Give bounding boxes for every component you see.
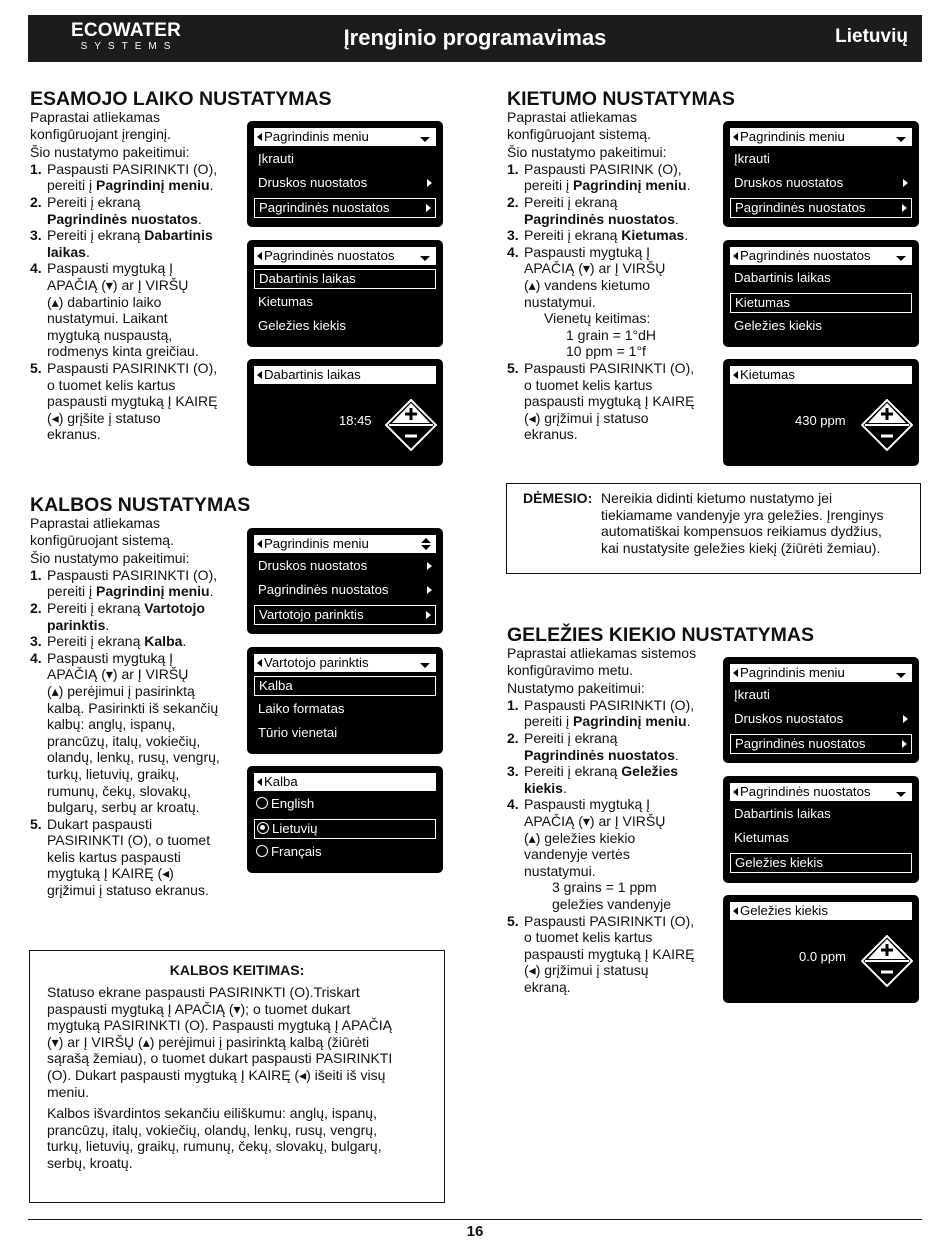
left-arrow-icon <box>257 540 262 548</box>
page-number: 16 <box>466 1223 484 1240</box>
notice-text: Nereikia didinti kietumo nustatymo jei tiekiamame vandenyje yra geležies. Įrenginys automatiškai kompensuos reikiamus dydžius, kai nustatysite geležies kiekį (žiūrėti žemiau). <box>601 490 884 556</box>
menu-item-selected: Geležies kiekis <box>730 853 912 873</box>
left-arrow-icon <box>733 371 738 379</box>
down-arrow-icon <box>896 792 906 797</box>
left-arrow-icon <box>733 133 738 141</box>
menu-item-selected: Kietumas <box>730 293 912 313</box>
menu-item: Tūrio vienetai <box>258 725 338 740</box>
menu-item: Druskos nuostatos <box>254 557 436 577</box>
down-arrow-icon <box>420 663 430 668</box>
screen-header: Pagrindinis meniu <box>730 128 912 146</box>
step: 3. Pereiti į ekraną Kalba. <box>30 633 187 650</box>
menu-item-selected: Kalba <box>254 676 436 696</box>
notice-box <box>506 483 921 574</box>
menu-item-selected: Pagrindinės nuostatos <box>254 198 436 218</box>
display-user-options <box>247 647 443 754</box>
intro-line: Šio nustatymo pakeitimui: <box>507 144 667 161</box>
display-current-time <box>247 359 443 466</box>
intro-line: konfigūruojant sistemą. <box>30 531 174 548</box>
menu-item: Dabartinis laikas <box>734 270 831 285</box>
conversion-note: geležies vandenyje <box>552 895 672 912</box>
steps-list <box>507 697 719 996</box>
iron-value: 0.0 ppm <box>799 949 846 964</box>
step: 2. Pereiti į ekraną Pagrindinės nuostatos. <box>30 193 202 227</box>
screen-header: Dabartinis laikas <box>254 366 436 384</box>
menu-item: Laiko formatas <box>258 701 345 716</box>
footer-divider <box>28 1219 922 1220</box>
menu-item-selected: Vartotojo parinktis <box>254 605 436 625</box>
display-basic-settings <box>723 776 919 883</box>
step: 1. Paspausti PASIRINKTI (O), pereiti į Pagrindinį meniu. <box>30 566 218 600</box>
units-note: Vienetų keitimas: <box>544 310 651 327</box>
iron-section-title: GELEŽIES KIEKIO NUSTATYMAS <box>507 624 814 646</box>
hardness-value: 430 ppm <box>795 413 846 428</box>
intro-line: Paprastai atliekamas <box>30 109 160 125</box>
display-basic-settings <box>723 240 919 347</box>
left-arrow-icon <box>257 778 262 786</box>
display-basic-settings <box>247 240 443 347</box>
box-title: KALBOS KEITIMAS: <box>169 962 305 978</box>
intro-line: Šio nustatymo pakeitimui: <box>30 144 190 161</box>
down-arrow-icon <box>420 256 430 261</box>
left-arrow-icon <box>257 252 262 260</box>
up-down-arrows-icon <box>420 538 432 551</box>
menu-item-selected: Pagrindinės nuostatos <box>730 734 912 754</box>
display-main-menu <box>247 121 443 227</box>
page-header <box>28 15 922 62</box>
screen-header: Pagrindinės nuostatos <box>730 783 912 801</box>
hardness-section-title: KIETUMO NUSTATYMAS <box>507 88 735 110</box>
step: 4. Paspausti mygtuką Į APAČIĄ (▾) ar Į VIRŠŲ (▴) geležies kiekio vandenyje vertės nustatymui. 3 grains = 1 ppm geležies vandenyje <box>507 796 719 912</box>
menu-item: Įkrauti <box>734 151 770 166</box>
box-paragraph: Kalbos išvardintos sekančiu eiliškumu: anglų, ispanų, prancūzų, italų, vokiečių, olandų, lenkų, rusų, vengrų, turkų, lietuvių, graikų, rumunų, čekų, slovakų, bulgarų, serbų, kroatų. <box>47 1105 382 1171</box>
plus-minus-icon <box>861 935 913 987</box>
intro-line: Paprastai atliekamas <box>507 109 637 125</box>
notice-label: DĖMESIO: <box>523 490 593 506</box>
time-section-text <box>30 109 240 443</box>
right-arrow-icon <box>426 611 431 619</box>
step: 2. Pereiti į ekraną Pagrindinės nuostatos. <box>507 193 679 227</box>
step: 4. Paspausti mygtuką Į APAČIĄ (▾) ar Į VIRŠŲ (▴) vandens kietumo nustatymui. Vienetų keitimas: 1 grain = 1°dH 10 ppm = 1°f <box>507 244 717 360</box>
step: 3. Pereiti į ekraną Geležies kiekis. <box>507 763 679 796</box>
language-label: Lietuvių <box>835 26 908 47</box>
left-arrow-icon <box>733 907 738 915</box>
intro-line: konfigūruojant sistemą. <box>507 125 651 142</box>
display-main-menu <box>723 121 919 227</box>
screen-header: Pagrindinės nuostatos <box>254 247 436 265</box>
intro-line: konfigūravimo metu. <box>507 661 634 678</box>
menu-item: Druskos nuostatos <box>730 710 912 730</box>
language-option: Français <box>254 843 436 863</box>
iron-section-text <box>507 645 719 995</box>
box-paragraph: Statuso ekrane paspausti PASIRINKTI (O).Triskart paspausti mygtuką Į APAČIĄ (▾); o tuomet dukart mygtuką PASIRINKTI (O). Paspausti mygtuką Į APAČIĄ (▾) ar Į VIRŠŲ (▴) perėjimui į pasirinktą kalbą (žiūrėti sąrašą žemiau), o tuomet dukart paspausti PASIRINKTI (O). Dukart paspausti mygtuką Į KAIRĘ (◂) išeiti iš visų meniu. <box>47 984 393 1100</box>
intro-line: Nustatymo pakeitimui: <box>507 680 645 697</box>
display-main-menu <box>247 528 443 634</box>
menu-item: Pagrindinės nuostatos <box>254 581 436 601</box>
menu-item: Dabartinis laikas <box>734 806 831 821</box>
menu-item: Kietumas <box>258 294 313 309</box>
step: 1. Paspausti PASIRINK (O), pereiti į Pagrindinį meniu. <box>507 160 691 194</box>
plus-minus-icon <box>385 399 437 451</box>
intro-line: Paprastai atliekamas sistemos <box>507 645 697 661</box>
radio-icon <box>256 797 268 809</box>
menu-item-selected: Pagrindinės nuostatos <box>730 198 912 218</box>
step: 3. Pereiti į ekraną Dabartinis laikas. <box>30 227 213 260</box>
time-value: 18:45 <box>339 413 372 428</box>
hardness-section-text <box>507 109 717 443</box>
left-arrow-icon <box>733 252 738 260</box>
screen-header: Pagrindinis meniu <box>730 664 912 682</box>
down-arrow-icon <box>896 137 906 142</box>
radio-icon <box>256 845 268 857</box>
page-title: Įrenginio programavimas <box>343 25 607 50</box>
steps-list <box>30 567 242 899</box>
right-arrow-icon <box>903 179 908 187</box>
menu-item: Įkrauti <box>734 687 770 702</box>
language-section-title: KALBOS NUSTATYMAS <box>30 494 251 516</box>
step: 4. Paspausti mygtuką Į APAČIĄ (▾) ar Į VIRŠŲ (▴) dabartinio laiko nustatymui. Laikant mygtuką nuspaustą, rodmenys kinta greičiau. <box>30 260 199 360</box>
right-arrow-icon <box>427 179 432 187</box>
step: 1. Paspausti PASIRINKTI (O), pereiti į Pagrindinį meniu. <box>30 160 218 194</box>
down-arrow-icon <box>420 137 430 142</box>
intro-line: konfigūruojant įrenginį. <box>30 125 171 142</box>
menu-item: Druskos nuostatos <box>254 174 436 194</box>
time-section-title: ESAMOJO LAIKO NUSTATYMAS <box>30 88 332 110</box>
step: 5. Paspausti PASIRINKTI (O), o tuomet kelis kartus paspausti mygtuką Į KAIRĘ (◂) grįšite į statuso ekranus. <box>30 359 218 443</box>
right-arrow-icon <box>427 562 432 570</box>
step: 5. Paspausti PASIRINKTI (O), o tuomet kelis kartus paspausti mygtuką Į KAIRĘ (◂) grįžimui į statusų ekraną. <box>507 912 695 995</box>
display-main-menu <box>723 657 919 763</box>
menu-item: Kietumas <box>734 830 789 845</box>
step: 5. Dukart paspausti PASIRINKTI (O), o tuomet kelis kartus paspausti mygtuką Į KAIRĘ (◂) grįžimui į statuso ekranus. <box>30 815 211 899</box>
step: 5. Paspausti PASIRINKTI (O), o tuomet kelis kartus paspausti mygtuką Į KAIRĘ (◂) grįžimui į statuso ekranus. <box>507 359 695 443</box>
display-iron <box>723 895 919 1003</box>
step: 1. Paspausti PASIRINKTI (O), pereiti į Pagrindinį meniu. <box>507 696 695 730</box>
screen-header: Pagrindinės nuostatos <box>730 247 912 265</box>
right-arrow-icon <box>902 740 907 748</box>
display-language <box>247 766 443 873</box>
conversion-note: 3 grains = 1 ppm <box>552 879 657 896</box>
screen-header: Kietumas <box>730 366 912 384</box>
screen-header: Pagrindinis meniu <box>254 535 436 553</box>
radio-selected-icon <box>257 822 269 834</box>
units-note: 1 grain = 1°dH <box>566 326 657 343</box>
steps-list <box>30 161 240 443</box>
logo-sub-text: SYSTEMS <box>80 41 178 52</box>
menu-item: Geležies kiekis <box>734 318 822 333</box>
step: 2. Pereiti į ekraną Pagrindinės nuostatos. <box>507 729 679 763</box>
right-arrow-icon <box>903 715 908 723</box>
left-arrow-icon <box>733 669 738 677</box>
down-arrow-icon <box>896 256 906 261</box>
screen-header: Pagrindinis meniu <box>254 128 436 146</box>
left-arrow-icon <box>733 788 738 796</box>
menu-item: Įkrauti <box>258 151 294 166</box>
screen-header: Kalba <box>254 773 436 791</box>
language-change-box <box>29 950 445 1203</box>
language-option: English <box>254 795 436 815</box>
left-arrow-icon <box>257 659 262 667</box>
language-option-selected: Lietuvių <box>254 819 436 839</box>
display-hardness <box>723 359 919 466</box>
language-section-text <box>30 515 242 899</box>
right-arrow-icon <box>427 586 432 594</box>
step: 3. Pereiti į ekraną Kietumas. <box>507 227 689 244</box>
left-arrow-icon <box>257 133 262 141</box>
step: 4. Paspausti mygtuką Į APAČIĄ (▾) ar Į VIRŠŲ (▴) perėjimui į pasirinktą kalbą. Pasirinkti iš sekančių kalbų: anglų, ispanų, prancūzų, italų, vokiečių, olandų, lenkų, rusų, vengrų, turkų, lietuvių, graikų, rumunų, čekų, slovakų, bulgarų, serbų ar kroatų. <box>30 649 220 816</box>
step: 2. Pereiti į ekraną Vartotojo parinktis. <box>30 599 205 633</box>
right-arrow-icon <box>902 204 907 212</box>
down-arrow-icon <box>896 673 906 678</box>
screen-header: Geležies kiekis <box>730 902 912 920</box>
steps-list <box>507 161 717 443</box>
right-arrow-icon <box>426 204 431 212</box>
menu-item: Geležies kiekis <box>258 318 346 333</box>
left-arrow-icon <box>257 371 262 379</box>
logo-main-text: ECOWATER <box>71 20 181 41</box>
units-note: 10 ppm = 1°f <box>566 343 646 360</box>
menu-item: Druskos nuostatos <box>730 174 912 194</box>
menu-item-selected: Dabartinis laikas <box>254 269 436 289</box>
intro-line: Paprastai atliekamas <box>30 515 160 531</box>
plus-minus-icon <box>861 399 913 451</box>
screen-header: Vartotojo parinktis <box>254 654 436 672</box>
intro-line: Šio nustatymo pakeitimui: <box>30 550 190 567</box>
